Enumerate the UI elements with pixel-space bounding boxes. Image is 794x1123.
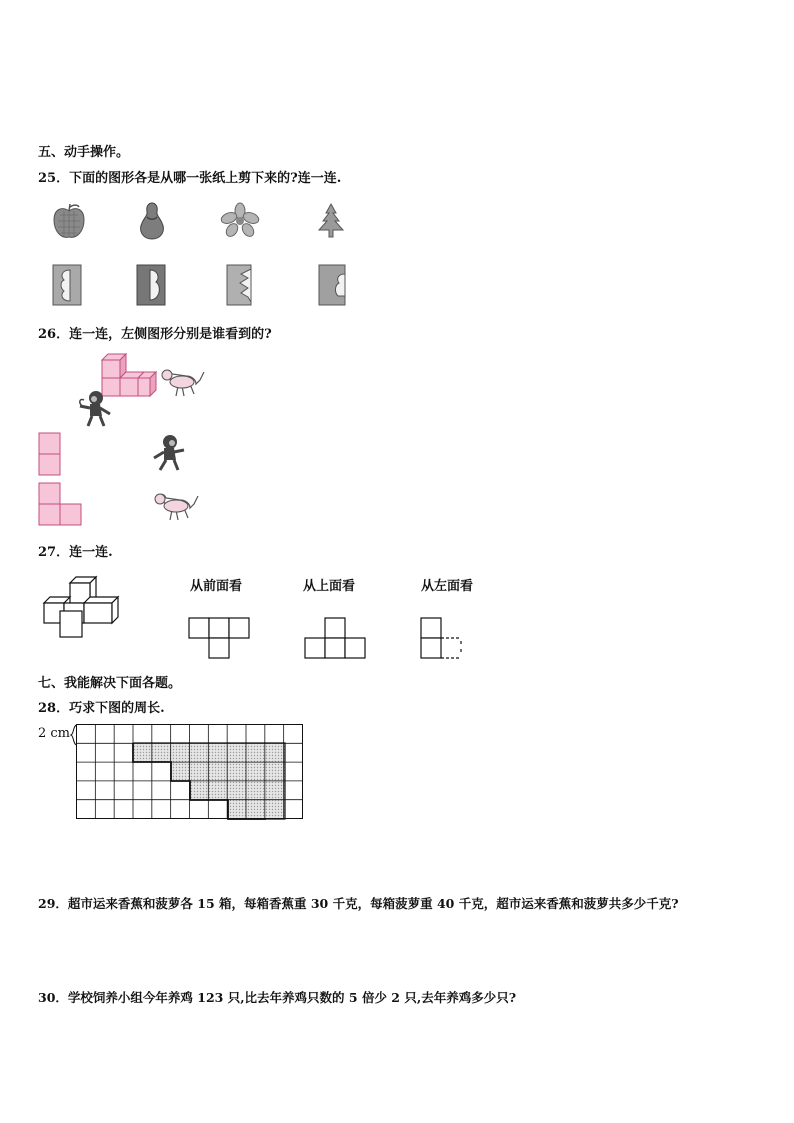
scale-label: 2 cm: [38, 726, 71, 741]
question-25: 25．下面的图形各是从哪一张纸上剪下来的?连一连.: [38, 171, 342, 186]
tree-icon: [316, 203, 346, 239]
question-29: 29．超市运来香蕉和菠萝各 15 箱，每箱香蕉重 30 千克，每箱菠萝重 40 千克，超市运来香蕉和菠萝共多少千克?: [38, 896, 679, 911]
monkey-icon: [150, 432, 186, 472]
dog-icon: [158, 366, 206, 400]
view-shape-t: [188, 617, 252, 661]
perimeter-grid: [76, 724, 304, 820]
view-shape-l: [420, 617, 464, 661]
paper-sheet-b: [136, 264, 166, 306]
gourd-icon: [138, 201, 166, 241]
view-label-front: 从前面看: [190, 579, 243, 594]
paper-sheet-a: [52, 264, 82, 306]
question-30: 30．学校饲养小组今年养鸡 123 只,比去年养鸡只数的 5 倍少 2 只,去年养鸡多少只?: [38, 990, 517, 1005]
view-label-top: 从上面看: [303, 579, 356, 594]
front-view-2x1: [38, 432, 62, 476]
flower-icon: [220, 203, 260, 237]
dog-icon: [150, 488, 200, 524]
paper-sheet-c: [226, 264, 252, 306]
l-shape-view: [38, 482, 82, 526]
section-5-title: 五、动手操作。: [38, 145, 130, 160]
monkey-icon: [78, 388, 114, 428]
view-shape-inverted-t: [304, 617, 368, 661]
question-27: 27．连一连.: [38, 545, 113, 560]
question-26: 26．连一连，左侧图形分别是谁看到的?: [38, 327, 272, 342]
view-label-left: 从左面看: [421, 579, 474, 594]
question-28: 28．巧求下图的周长.: [38, 701, 165, 716]
paper-sheet-d: [318, 264, 346, 306]
section-7-title: 七、我能解决下面各题。: [38, 676, 182, 691]
apple-icon: [52, 203, 86, 241]
cube-structure-3d: [42, 577, 124, 639]
